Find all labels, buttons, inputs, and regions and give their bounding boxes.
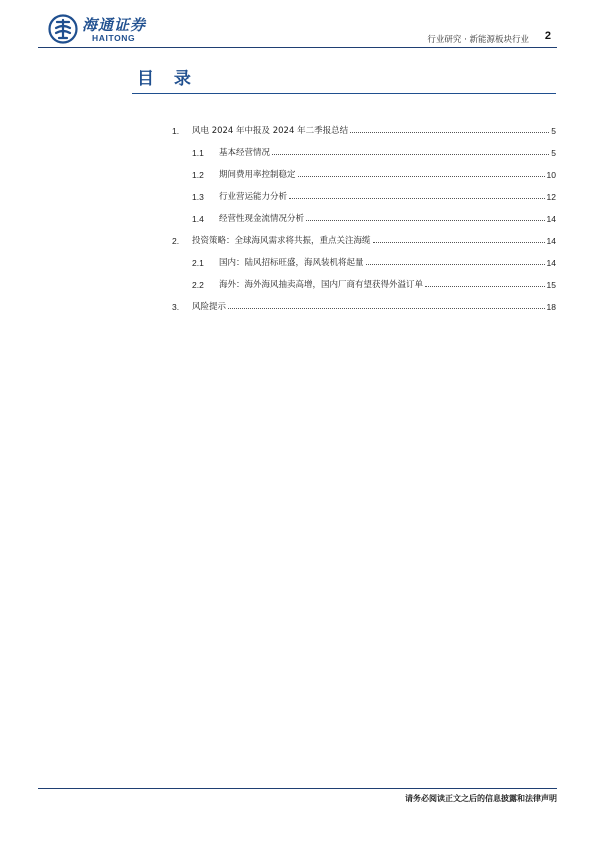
toc-entry-number: 2.2	[192, 280, 204, 290]
toc-entry-title: 海外：海外海风抽卖高增，国内厂商有望获得外溢订单	[219, 280, 424, 290]
toc-entry-page: 10	[546, 170, 556, 180]
toc-entry-number: 1.1	[192, 148, 204, 158]
toc-leader-dots	[350, 131, 549, 133]
toc-entry-title: 国内：陆风招标旺盛，海风装机将起量	[219, 258, 364, 268]
toc-entry[interactable]	[192, 255, 556, 268]
toc-entry-number: 3.	[172, 302, 180, 312]
toc-entry[interactable]	[172, 123, 556, 136]
logo-chinese-name: 海通证券	[82, 16, 147, 34]
footer-divider	[38, 788, 557, 789]
toc-entry-number: 1.	[172, 126, 180, 136]
toc-leader-dots	[425, 285, 545, 287]
toc-entry-title: 风险提示	[192, 302, 227, 312]
toc-entry-number: 2.1	[192, 258, 204, 268]
toc-entry-title: 经营性现金流情况分析	[219, 214, 305, 224]
logo-english-name: HAITONG	[92, 33, 136, 43]
toc-entry[interactable]	[192, 211, 556, 224]
toc-entry[interactable]	[192, 277, 556, 290]
toc-entry[interactable]	[192, 145, 556, 158]
toc-entry[interactable]	[172, 299, 556, 312]
toc-entry-page: 14	[546, 214, 556, 224]
breadcrumb: 行业研究 · 新能源板块行业	[427, 35, 529, 45]
toc-entry-page: 12	[546, 192, 556, 202]
toc-entry-number: 2.	[172, 236, 180, 246]
toc-leader-dots	[289, 197, 545, 199]
toc-entry-title: 期间费用率控制稳定	[219, 170, 296, 180]
toc-entry-page: 18	[546, 302, 556, 312]
toc-leader-dots	[373, 241, 545, 243]
toc-leader-dots	[298, 175, 545, 177]
page-number: 2	[544, 30, 551, 42]
toc-entry-number: 1.4	[192, 214, 204, 224]
toc-entry-page: 14	[546, 258, 556, 268]
toc-title: 目 录	[137, 69, 198, 89]
table-of-contents	[0, 0, 595, 330]
toc-entry[interactable]	[192, 189, 556, 202]
toc-entry-page: 5	[551, 148, 556, 158]
toc-entry[interactable]	[172, 233, 556, 246]
legal-disclaimer: 请务必阅读正文之后的信息披露和法律声明	[405, 794, 557, 803]
toc-entry-page: 5	[551, 126, 556, 136]
toc-entry-page: 14	[546, 236, 556, 246]
toc-leader-dots	[228, 307, 545, 309]
toc-entry-title: 投资策略：全球海风需求将共振，重点关注海缆	[192, 236, 371, 246]
toc-leader-dots	[306, 219, 545, 221]
toc-entry-page: 15	[546, 280, 556, 290]
toc-entry-title: 行业营运能力分析	[219, 192, 288, 202]
toc-leader-dots	[272, 153, 549, 155]
toc-entry-number: 1.3	[192, 192, 204, 202]
toc-leader-dots	[366, 263, 545, 265]
toc-entry-number: 1.2	[192, 170, 204, 180]
toc-entry-title: 风电 2024 年中报及 2024 年二季报总结	[192, 126, 349, 136]
toc-entry-title: 基本经营情况	[219, 148, 271, 158]
toc-entry[interactable]	[192, 167, 556, 180]
